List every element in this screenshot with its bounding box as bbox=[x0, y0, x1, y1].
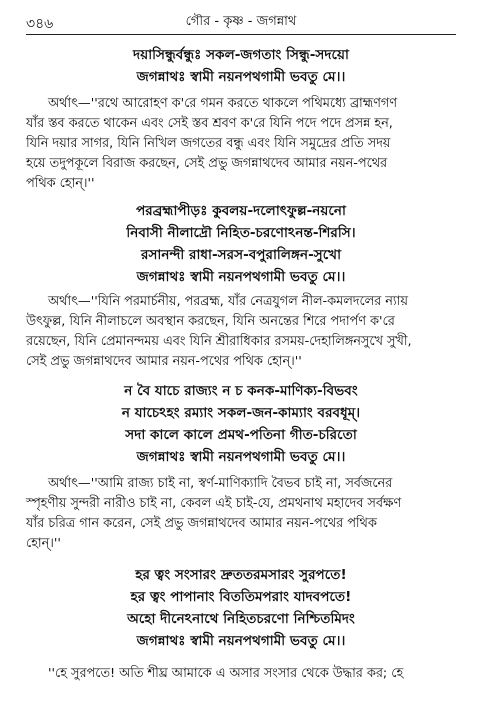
prose-line: অর্থাৎ—''যিনি পরমার্চনীয়, পরব্রহ্ম, যাঁর নেত্রযুগল নীল-কমলদলের ন্যায় bbox=[48, 294, 408, 309]
verse-line: হর ত্বং পাপানাং বিততিমপরাং যাদবপতে! bbox=[130, 589, 352, 605]
prose-line: অর্থাৎ—''রথে আরোহণ ক'রে গমন করতে থাকলে পথিমধ্যে ব্রাহ্মণগণ bbox=[48, 96, 398, 111]
verse-line: জগন্নাথঃ স্বামী নয়নপথগামী ভবতু মে।। bbox=[136, 633, 346, 649]
verse-line: পরব্রহ্মাপীড়ঃ কুবলয়-দলোৎফুল্ল-নয়নো bbox=[136, 203, 346, 219]
prose-line: যিনি দয়ার সাগর, যিনি নিখিল জগতের বন্ধু এবং যিনি সমুদ্রের প্রতি সদয় bbox=[26, 136, 391, 151]
verse-line: জগন্নাথঃ স্বামী নয়নপথগামী ভবতু মে।। bbox=[136, 449, 346, 465]
verse-3 bbox=[26, 380, 456, 468]
meaning-2 bbox=[26, 292, 456, 372]
page-header bbox=[26, 10, 456, 35]
verse-line: নিবাসী নীলাদ্রৌ নিহিত-চরণোঽনন্ত-শিরসি। bbox=[126, 225, 356, 241]
meaning-4 bbox=[26, 664, 456, 684]
prose-line: স্পৃহণীয় সুন্দরী নারীও চাই না, কেবল এই চাই-যে, প্রমথনাথ মহাদেব সর্বক্ষণ bbox=[26, 496, 402, 511]
running-title: গৌর - কৃষ্ণ - জগন্নাথ bbox=[185, 14, 297, 29]
verse-line: হর ত্বং সংসারং দ্রুততরমসারং সুরপতে! bbox=[135, 567, 347, 583]
prose-line: হয়ে তদুপকূলে বিরাজ করছেন, সেই প্রভু জগন্নাথদেব আমার নয়ন-পথের bbox=[26, 156, 388, 171]
verse-line: জগন্নাথঃ স্বামী নয়নপথগামী ভবতু মে।। bbox=[136, 269, 346, 285]
prose-line: যাঁর চরিত্র গান করেন, সেই প্রভু জগন্নাথদেব আমার নয়ন-পথের পথিক bbox=[26, 516, 377, 531]
verse-line: জগন্নাথঃ স্বামী নয়নপথগামী ভবতু মে।। bbox=[136, 69, 346, 85]
verse-2 bbox=[26, 200, 456, 288]
page-number: ৩৪৬ bbox=[26, 16, 54, 32]
verse-line: অহো দীনেঽনাথে নিহিতচরণো নিশ্চিতমিদং bbox=[127, 611, 355, 627]
verse-line: দয়াসিন্ধুর্বন্ধুঃ সকল-জগতাং সিন্ধু-সদয়ো bbox=[133, 47, 349, 63]
prose-line: রয়েছেন, যিনি প্রেমানন্দময় এবং যিনি শ্রীরাধিকার রসময়-দেহালিঙ্গনসুখে সুখী, bbox=[26, 334, 412, 349]
meaning-3 bbox=[26, 474, 456, 554]
verse-line: রসানন্দী রাধা-সরস-বপুরালিঙ্গন-সুখো bbox=[140, 247, 342, 263]
verse-line: সদা কালে কালে প্রমথ-পতিনা গীত-চরিতো bbox=[125, 427, 357, 443]
verse-1 bbox=[26, 44, 456, 88]
prose-line: পথিক হোন্।'' bbox=[26, 176, 95, 191]
prose-line: সেই প্রভু জগন্নাথদেব আমার নয়ন-পথের পথিক হোন্।'' bbox=[26, 354, 302, 369]
prose-line: উৎফুল্ল, যিনি নীলাচলে অবস্থান করছেন, যিনি অনন্তের শিরে পদার্পণ ক'রে bbox=[26, 314, 395, 329]
verse-line: ন যাচেঽহং রম্যাং সকল-জন-কাম্যাং বরবধূম্। bbox=[121, 405, 361, 421]
meaning-1 bbox=[26, 94, 456, 194]
prose-line: যাঁর স্তব করতে থাকেন এবং সেই স্তব শ্রবণ ক'রে যিনি পদে পদে প্রসন্ন হন, bbox=[26, 116, 393, 131]
verse-4 bbox=[26, 564, 456, 652]
prose-line: হোন্।'' bbox=[26, 536, 61, 551]
prose-line: ''হে সুরপতে! অতি শীঘ্র আমাকে এ অসার সংসার থেকে উদ্ধার কর; হে bbox=[48, 666, 404, 681]
verse-line: ন বৈ যাচে রাজ্যং ন চ কনক-মাণিক্য-বিভবং bbox=[124, 383, 358, 399]
prose-line: অর্থাৎ—''আমি রাজ্য চাই না, স্বর্ণ-মাণিক্যাদি বৈভব চাই না, সর্বজনের bbox=[48, 476, 393, 491]
